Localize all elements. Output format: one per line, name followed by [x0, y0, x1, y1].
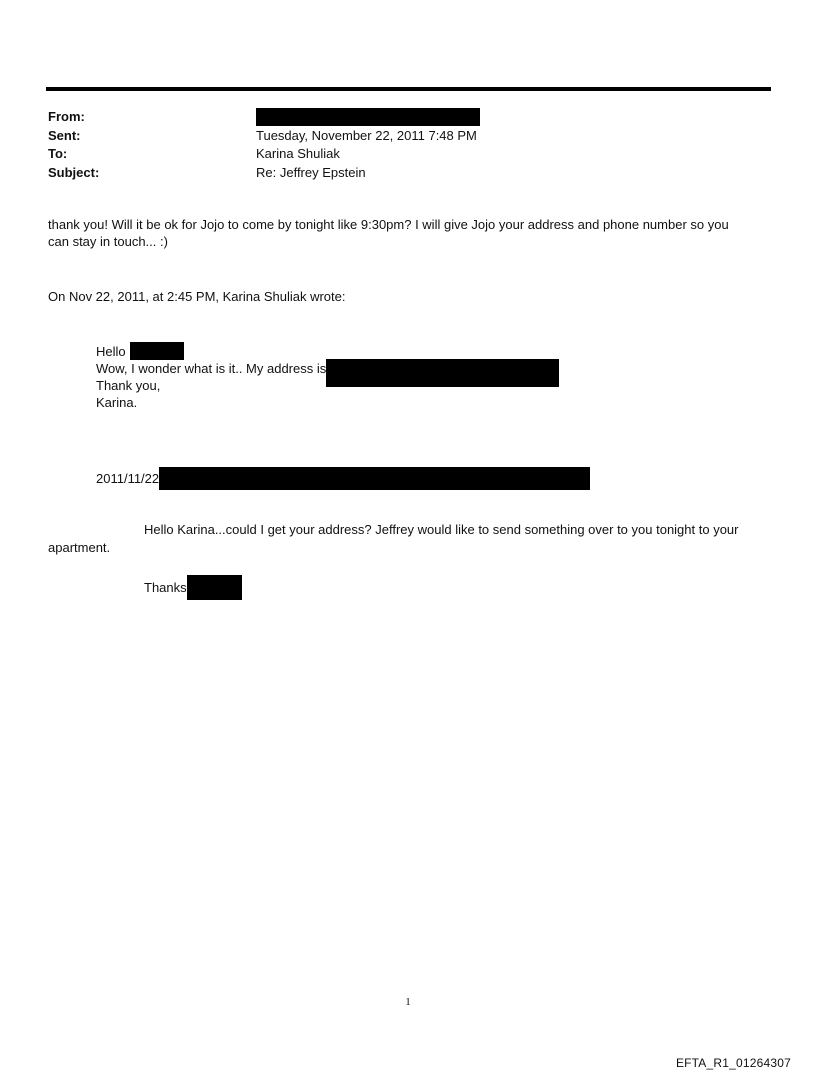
- header-rule: [46, 87, 771, 91]
- quoted-address-text: Wow, I wonder what is it.. My address is: [96, 361, 327, 376]
- from-value-redaction: [256, 108, 480, 128]
- sent-label: Sent:: [48, 127, 81, 143]
- to-value: Karina Shuliak: [256, 146, 340, 161]
- subject-value: Re: Jeffrey Epstein: [256, 164, 366, 180]
- redaction-name: [130, 342, 184, 360]
- redaction-signature: [187, 575, 242, 600]
- quoted-original-thanks: Thanks: [144, 580, 187, 595]
- page-number: 1: [405, 996, 411, 1008]
- reply-line-2: can stay in touch... :): [48, 234, 168, 249]
- quoted-greeting: Hello: [96, 344, 126, 359]
- from-label: From:: [48, 109, 85, 124]
- bates-number: EFTA_R1_01264307: [675, 1056, 791, 1070]
- quoted-thanks-line: Thank you,: [96, 378, 161, 393]
- quoted-original-date: 2011/11/22: [96, 471, 160, 486]
- redaction-original-sender: [159, 467, 590, 490]
- quoted-original-line-2: apartment.: [48, 540, 111, 555]
- quote-intro: On Nov 22, 2011, at 2:45 PM, Karina Shuliak wrote:: [48, 289, 346, 304]
- to-label: To:: [48, 146, 68, 161]
- quoted-original-date-line: [96, 467, 590, 490]
- quoted-greeting-line: [96, 342, 184, 360]
- quoted-signature: Karina.: [96, 395, 138, 410]
- quoted-address-line: [96, 359, 559, 387]
- subject-label: Subject:: [48, 164, 100, 180]
- quoted-original-line-1: Hello Karina...could I get your address? Jeffrey would like to send something over to you tonight to your: [144, 522, 739, 537]
- redaction-address: [326, 359, 559, 387]
- quoted-original-thanks-line: [144, 575, 242, 600]
- sent-value: Tuesday, November 22, 2011 7:48 PM: [256, 127, 477, 143]
- reply-line-1: thank you! Will it be ok for Jojo to come by tonight like 9:30pm? I will give Jojo your address and phone number so you: [48, 217, 729, 232]
